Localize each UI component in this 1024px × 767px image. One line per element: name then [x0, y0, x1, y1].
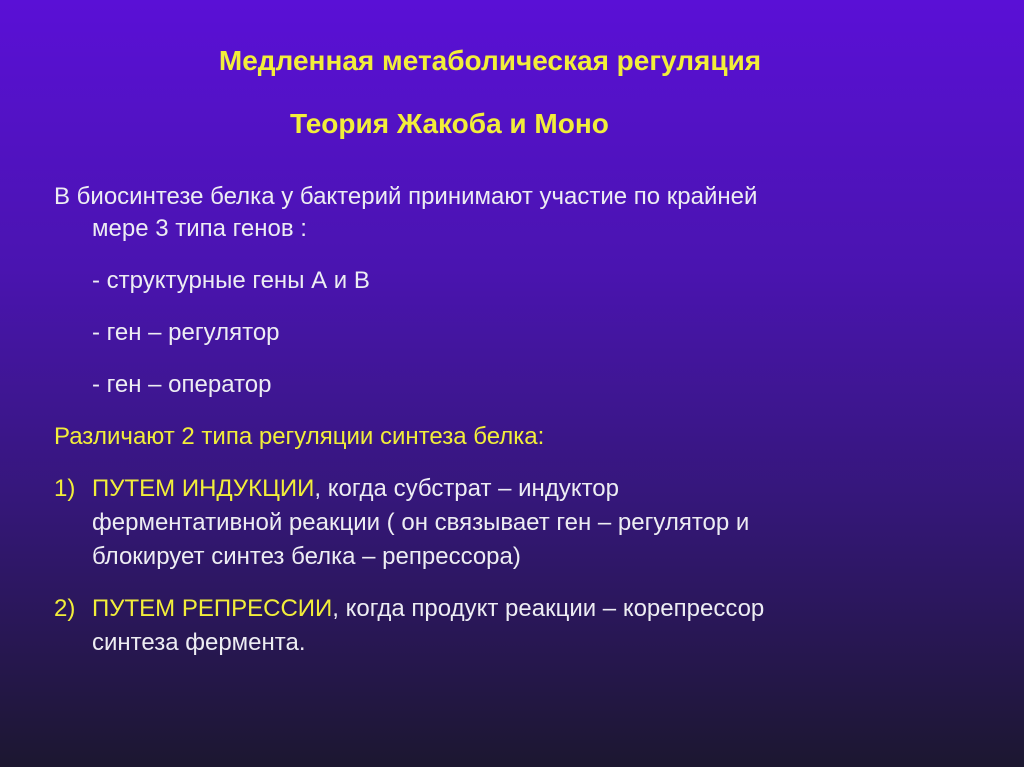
- gene-type-regulator: - ген – регулятор: [92, 319, 280, 346]
- gene-type-operator: - ген – оператор: [92, 371, 272, 398]
- item-2-keyword: ПУТЕМ РЕПРЕССИИ: [92, 595, 333, 622]
- slide-subtitle: Теория Жакоба и Моно: [290, 108, 609, 139]
- item-1-line-3: блокирует синтез белка – репрессора): [92, 543, 521, 570]
- item-1-keyword: ПУТЕМ ИНДУКЦИИ: [92, 475, 315, 502]
- item-1-line-2: ферментативной реакции ( он связывает ген – регулятор и: [92, 509, 750, 536]
- gene-type-structural: - структурные гены А и В: [92, 267, 370, 294]
- intro-line-1: В биосинтезе белка у бактерий принимают участие по крайней: [54, 183, 758, 210]
- item-2-number: 2): [54, 595, 76, 622]
- item-2-line-1: [92, 594, 764, 624]
- regulation-heading: Различают 2 типа регуляции синтеза белка:: [54, 423, 545, 450]
- item-2-line-2: синтеза фермента.: [92, 629, 306, 656]
- item-1-number: 1): [54, 475, 76, 502]
- intro-line-2: мере 3 типа генов :: [92, 215, 307, 242]
- item-2-line-1-rest: , когда продукт реакции – корепрессор: [332, 595, 765, 622]
- item-1-line-1-rest: , когда субстрат – индуктор: [314, 475, 620, 502]
- slide-title: Медленная метаболическая регуляция: [218, 45, 762, 76]
- item-1-line-1: [92, 474, 619, 504]
